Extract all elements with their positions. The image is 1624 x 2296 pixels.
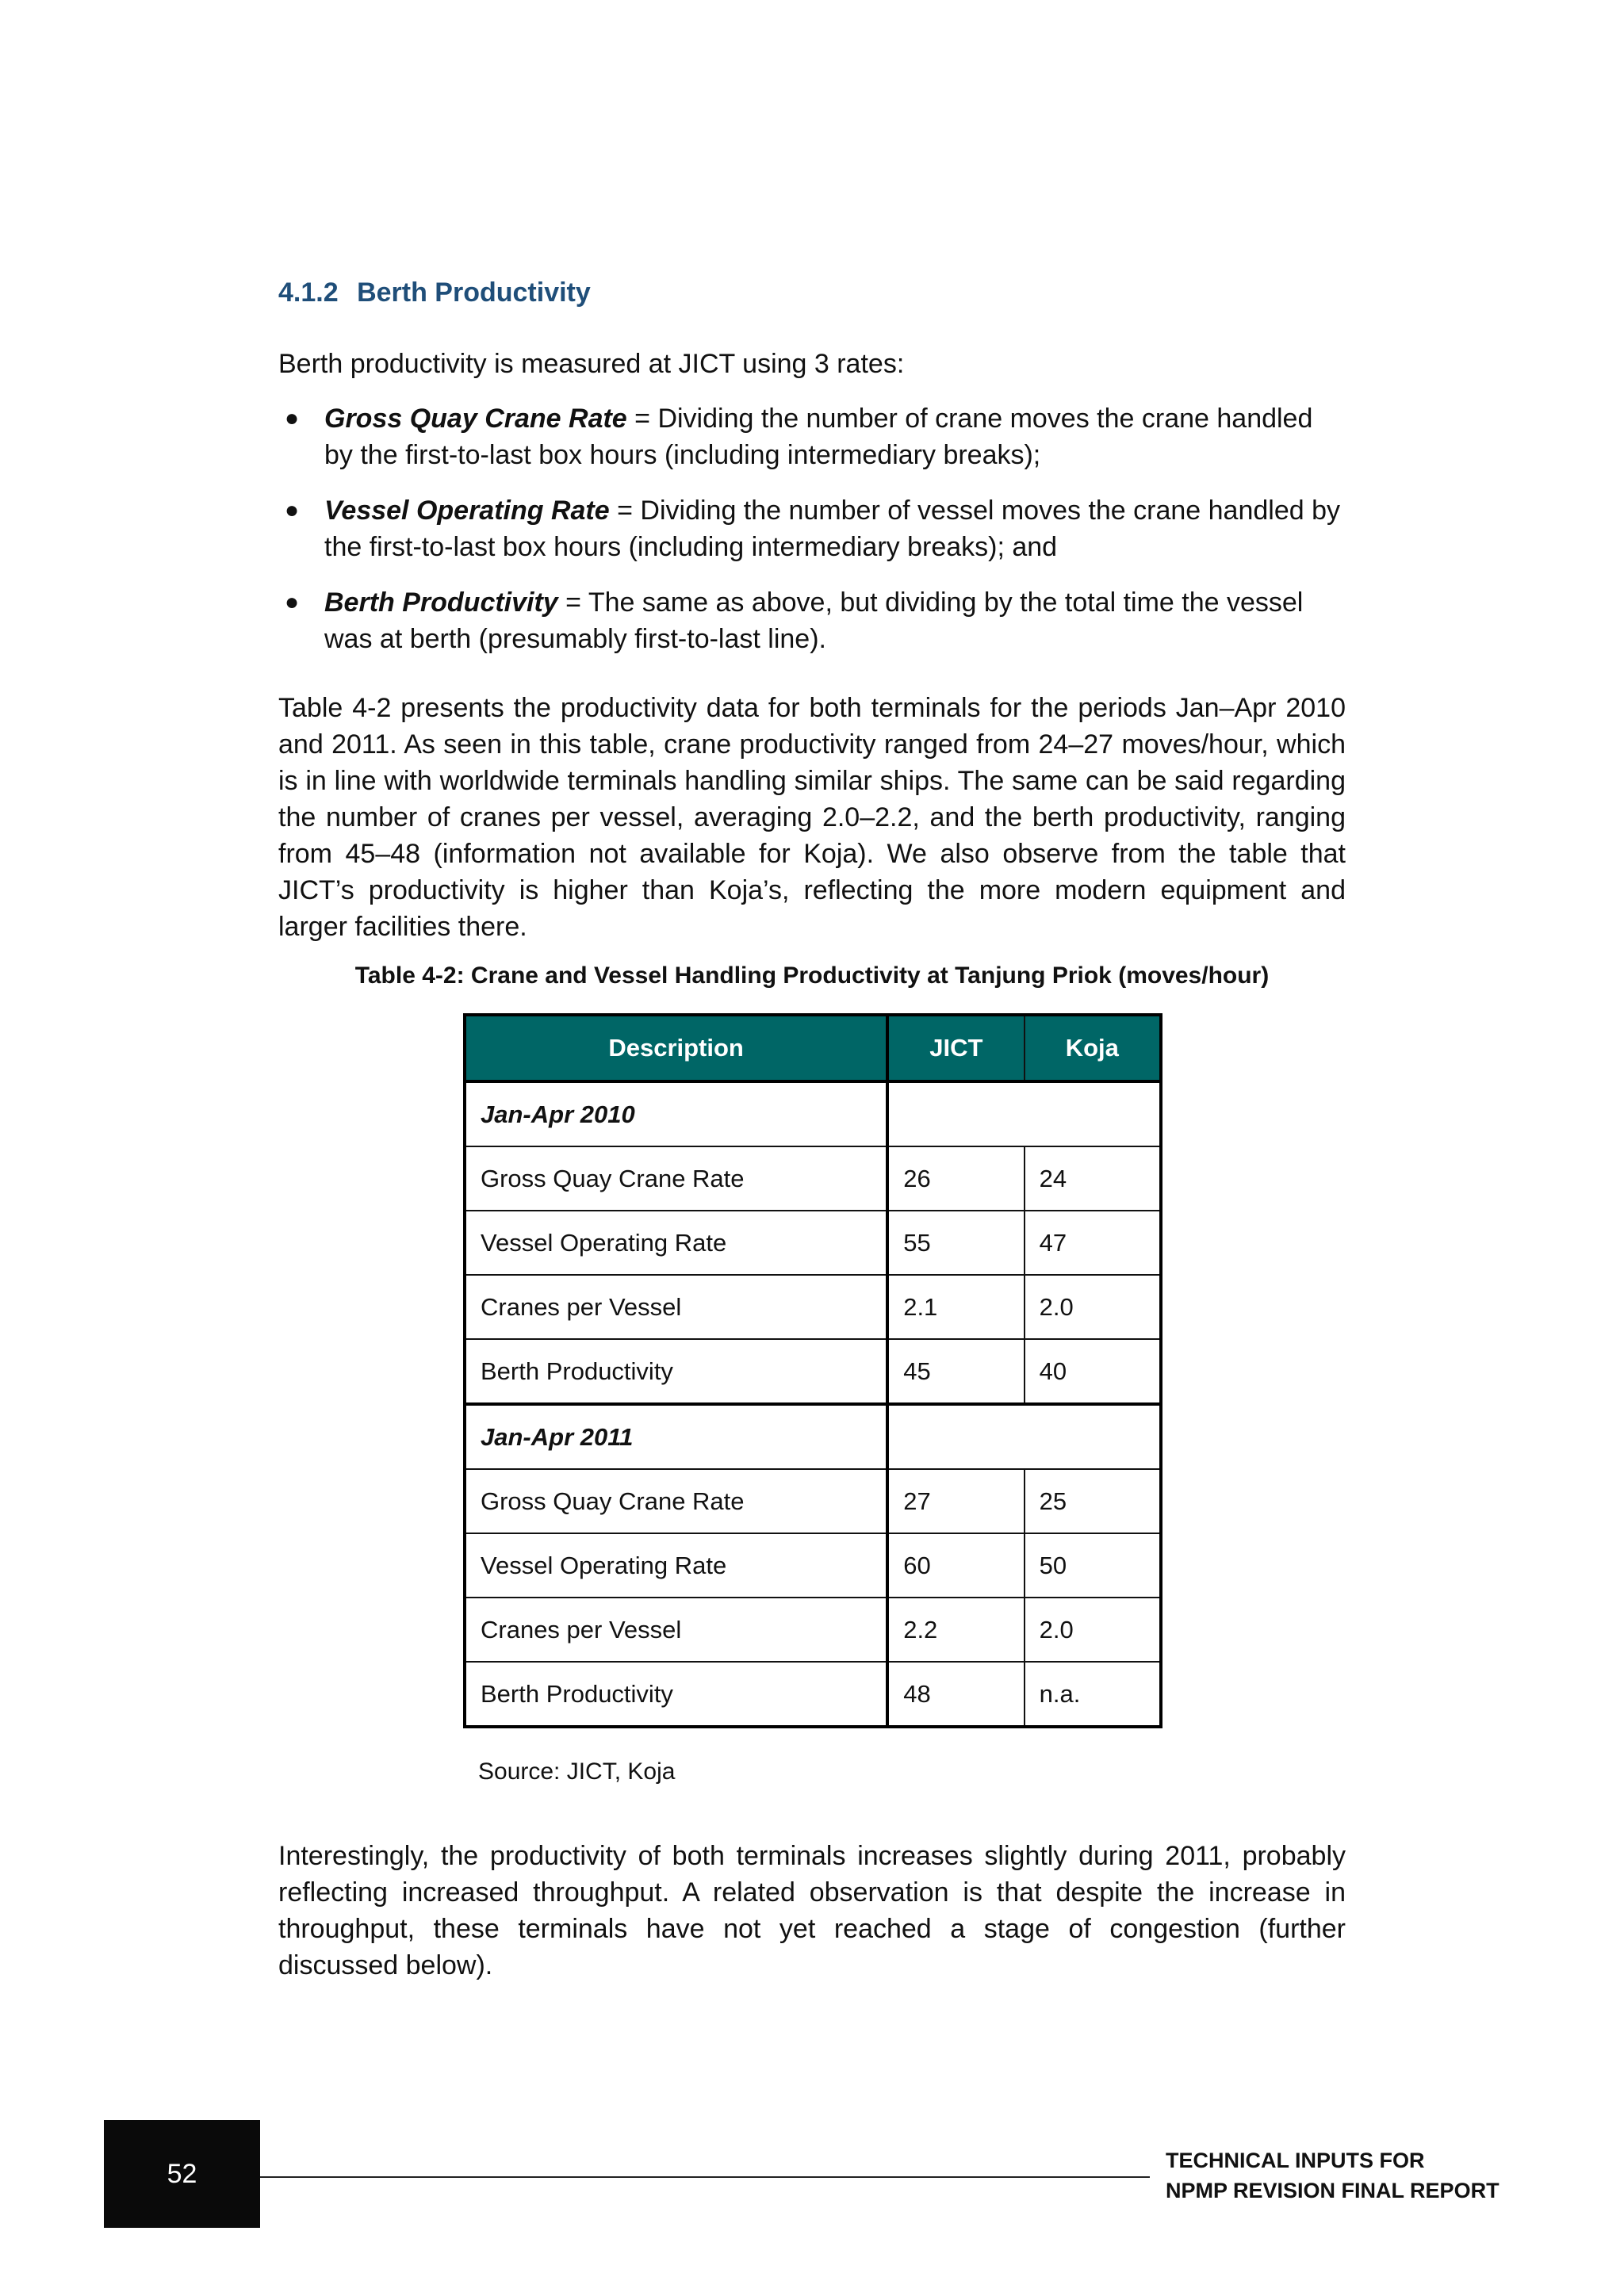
section-row-2010 [465, 1081, 1161, 1146]
row-description: Cranes per Vessel [465, 1598, 887, 1662]
row-description: Vessel Operating Rate [465, 1533, 887, 1598]
table-caption: Table 4-2: Crane and Vessel Handling Productivity at Tanjung Priok (moves/hour) [354, 962, 1270, 989]
bullet-berth-productivity [278, 584, 1346, 657]
bullet-term: Berth Productivity [324, 587, 558, 618]
section-label: Jan-Apr 2010 [465, 1081, 887, 1146]
bullet-icon: ● [285, 589, 300, 615]
table-row [465, 1146, 1161, 1211]
row-koja-value: 24 [1025, 1146, 1161, 1211]
row-koja-value: 2.0 [1025, 1275, 1161, 1339]
bullet-icon: ● [285, 497, 300, 523]
table-header-row [465, 1015, 1161, 1081]
section-number: 4.1.2 [278, 277, 339, 308]
productivity-table [463, 1013, 1162, 1728]
table-row [465, 1533, 1161, 1598]
bullet-text: = Dividing the number of vessel moves the crane handled by the first-to-last box hours (including intermediary breaks); and [324, 496, 1341, 562]
bullet-term: Gross Quay Crane Rate [324, 404, 627, 434]
bullet-term: Vessel Operating Rate [324, 496, 610, 526]
footer-line-2: NPMP REVISION FINAL REPORT [1166, 2179, 1500, 2202]
bullet-text: = The same as above, but dividing by the total time the vessel was at berth (presumably first-to-last line). [324, 587, 1304, 654]
table-row [465, 1275, 1161, 1339]
bullet-vessel-operating-rate [278, 492, 1346, 565]
section-empty-cell [887, 1081, 1161, 1146]
bullet-gross-quay-crane-rate [278, 400, 1346, 473]
header-koja: Koja [1025, 1015, 1161, 1081]
rate-definition-list [278, 400, 1346, 676]
footer-report-title [1166, 2145, 1500, 2206]
table-row [465, 1662, 1161, 1727]
row-jict-value: 27 [887, 1469, 1024, 1533]
row-jict-value: 48 [887, 1662, 1024, 1727]
row-koja-value: 50 [1025, 1533, 1161, 1598]
row-jict-value: 2.1 [887, 1275, 1024, 1339]
row-jict-value: 2.2 [887, 1598, 1024, 1662]
table-row [465, 1339, 1161, 1404]
row-koja-value: 47 [1025, 1211, 1161, 1275]
table-row [465, 1598, 1161, 1662]
header-jict: JICT [887, 1015, 1024, 1081]
row-jict-value: 55 [887, 1211, 1024, 1275]
intro-paragraph: Berth productivity is measured at JICT using 3 rates: [278, 349, 905, 379]
row-description: Gross Quay Crane Rate [465, 1146, 887, 1211]
bullet-icon: ● [285, 405, 300, 431]
table-row [465, 1211, 1161, 1275]
row-description: Cranes per Vessel [465, 1275, 887, 1339]
section-title: Berth Productivity [357, 277, 591, 308]
row-koja-value: 40 [1025, 1339, 1161, 1404]
page-number: 52 [167, 2158, 197, 2189]
row-description: Berth Productivity [465, 1662, 887, 1727]
header-description: Description [465, 1015, 887, 1081]
row-description: Gross Quay Crane Rate [465, 1469, 887, 1533]
section-heading [278, 277, 591, 308]
row-koja-value: 2.0 [1025, 1598, 1161, 1662]
footer-line-1: TECHNICAL INPUTS FOR [1166, 2149, 1425, 2172]
bullet-text: = Dividing the number of crane moves the crane handled by the first-to-last box hours (including intermediary breaks); [324, 404, 1313, 470]
row-jict-value: 45 [887, 1339, 1024, 1404]
section-label: Jan-Apr 2011 [465, 1404, 887, 1469]
row-koja-value: 25 [1025, 1469, 1161, 1533]
row-jict-value: 26 [887, 1146, 1024, 1211]
footer-divider [260, 2176, 1150, 2178]
row-description: Berth Productivity [465, 1339, 887, 1404]
conclusion-paragraph: Interestingly, the productivity of both terminals increases slightly during 2011, probably reflecting increased throughput. A related observation is that despite the increase in throughput, these terminals have not yet reached a stage of congestion (further discussed below). [278, 1841, 1346, 1980]
row-koja-value: n.a. [1025, 1662, 1161, 1727]
row-description: Vessel Operating Rate [465, 1211, 887, 1275]
table-row [465, 1469, 1161, 1533]
analysis-paragraph: Table 4-2 presents the productivity data for both terminals for the periods Jan–Apr 2010 and 2011. As seen in this table, crane productivity ranged from 24–27 moves/hour, which is in line with worldwide terminals handling similar ships. The same can be said regarding the number of cranes per vessel, averaging 2.0–2.2, and the berth productivity, ranging from 45–48 (information not available for Koja). We also observe from the table that JICT’s productivity is higher than Koja’s, reflecting the more modern equipment and larger facilities there. [278, 693, 1346, 942]
table-source: Source: JICT, Koja [478, 1758, 676, 1785]
page-number-box [104, 2120, 260, 2228]
row-jict-value: 60 [887, 1533, 1024, 1598]
section-row-2011 [465, 1404, 1161, 1469]
section-empty-cell [887, 1404, 1161, 1469]
